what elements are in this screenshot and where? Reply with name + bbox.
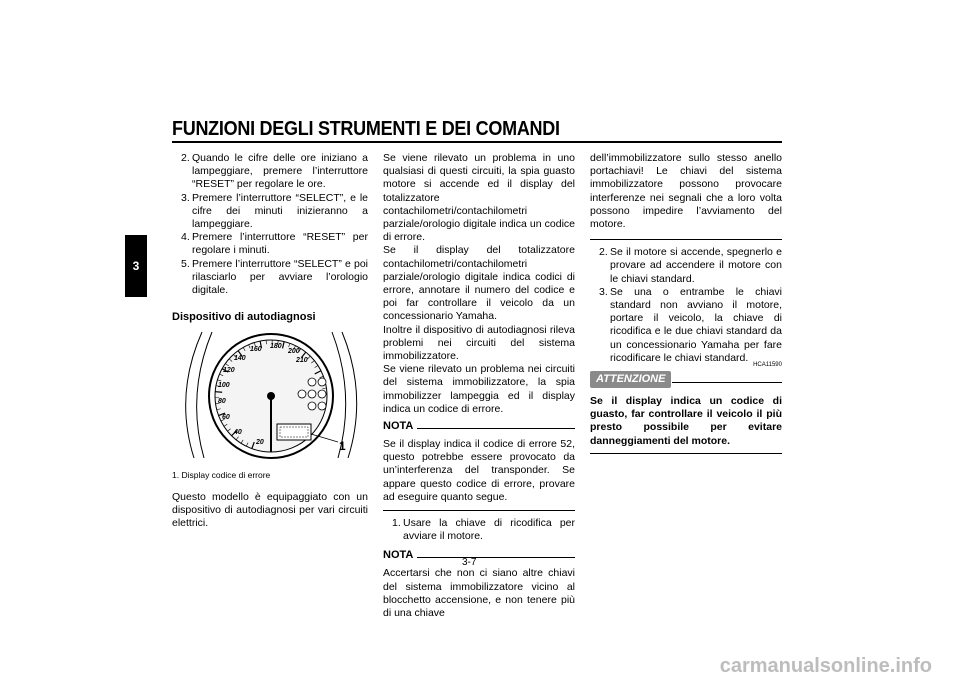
lcd-display [277, 424, 311, 440]
note-end-rule [590, 239, 782, 240]
attention-heading [590, 362, 782, 391]
step-item: 4. Premere l’interruttore “RESET” per regolare i minuti. [181, 231, 368, 257]
indicator-light-icon [318, 402, 326, 410]
body-paragraph: Se il display del totalizzatore contachilometri/contachilometri parziale/orologio digitale indica codici di errore, annotare il numero del codice e poi far controllare il veicolo da un concessionario Yamaha. [383, 244, 575, 323]
figure-callout: 1 [339, 439, 346, 454]
note-end-rule [383, 510, 575, 511]
attention-label: ATTENZIONE [590, 371, 671, 388]
body-paragraph: Se viene rilevato un problema in uno qualsiasi di questi circuiti, la spia guasto motore si accende ed il display del totalizzatore contachilometri/contachilometri parziale/orologio digitale indica un codice di errore. [383, 152, 575, 244]
page-title: FUNZIONI DEGLI STRUMENTI E DEI COMANDI [172, 118, 560, 140]
step-item: 3. Premere l’interruttore “SELECT”, e le cifre dei minuti inizieranno a lampeggiare. [181, 191, 368, 231]
note-text: Accertarsi che non ci siano altre chiavi del sistema immobilizzatore vicino al blocchetto accensione, e non tenere più di una chiave [383, 567, 575, 620]
note-text: dell’immobilizzatore sullo stesso anello portachiavi! Le chiavi del sistema immobilizzatore possono provocare interferenze nei segnali che a loro volta possono impedire l’avviamento del motore. [590, 152, 782, 231]
gauge-label: 20 [256, 439, 264, 447]
gauge-label: 60 [222, 414, 230, 422]
speedometer-figure [172, 330, 368, 465]
column-3 [590, 152, 782, 460]
column-2 [383, 152, 575, 620]
step-item: 2. Quando le cifre delle ore iniziano a lampeggiare, premere l’interruttore “RESET” per regolare le ore. [181, 152, 368, 191]
indicator-light-icon [318, 390, 326, 398]
indicator-light-icon [308, 390, 316, 398]
note-label: NOTA [383, 420, 417, 432]
indicator-light-icon [308, 402, 316, 410]
body-paragraph: Se viene rilevato un problema nei circuiti del sistema immobilizzatore, la spia immobilizzer lampeggia ed il display indica un codice di errore. [383, 363, 575, 415]
step-item: 5. Premere l’interruttore “SELECT” e poi rilasciarlo per avviare l’orologio digitale. [181, 257, 368, 297]
body-paragraph: Questo modello è equipaggiato con un dispositivo di autodiagnosi per vari circuiti elettrici. [172, 490, 368, 530]
note-text: Se il display indica il codice di errore 52, questo potrebbe essere provocato da un’interferenza del transponder. Se appare questo codice di errore, provare ad eseguire quanto segue. [383, 438, 575, 503]
note-heading [383, 549, 575, 565]
title-rule [172, 141, 782, 143]
gauge-label: 210 [296, 357, 308, 365]
attention-end-rule [590, 453, 782, 454]
step-item: 3. Se una o entrambe le chiavi standard non avviano il motore, portare il veicolo, la chiave di ricodifica e le due chiavi standard da un concessionario Yamaha per fare ricodificare le chiavi standard. [599, 285, 782, 364]
note-heading [383, 420, 575, 436]
dial-tick [215, 392, 222, 393]
needle-hub [267, 392, 275, 400]
reference-code: HCA11590 [753, 362, 782, 369]
page-number: 3-7 [462, 557, 477, 568]
column-1 [172, 152, 368, 530]
gauge-label: 140 [234, 355, 246, 363]
section-heading: Dispositivo di autodiagnosi [172, 311, 316, 324]
gauge-label: 40 [234, 429, 242, 437]
gauge-label: 80 [218, 398, 226, 406]
gauge-label: 100 [218, 382, 230, 390]
indicator-light-icon [298, 390, 306, 398]
note-label: NOTA [383, 549, 417, 561]
step-item: 2. Se il motore si accende, spegnerlo e provare ad accendere il motore con le chiavi standard. [599, 246, 782, 285]
body-paragraph: Inoltre il dispositivo di autodiagnosi rileva problemi nei circuiti del sistema immobilizzatore. [383, 323, 575, 363]
chapter-tab: 3 [125, 235, 147, 297]
attention-text: Se il display indica un codice di guasto, far controllare il veicolo il più presto possibile per evitare danneggiamenti del motore. [590, 395, 782, 447]
indicator-light-icon [308, 378, 316, 386]
gauge-label: 120 [223, 367, 235, 375]
figure-caption: 1. Display codice di errore [172, 470, 271, 481]
gauge-label: 160 [250, 346, 262, 354]
gauge-label: 180 [270, 343, 282, 351]
gauge-label: 200 [288, 348, 300, 356]
indicator-light-icon [318, 378, 326, 386]
footer-watermark: carmanualsonline.info [719, 655, 932, 677]
step-item: 1. Usare la chiave di ricodifica per avviare il motore. [392, 517, 575, 543]
